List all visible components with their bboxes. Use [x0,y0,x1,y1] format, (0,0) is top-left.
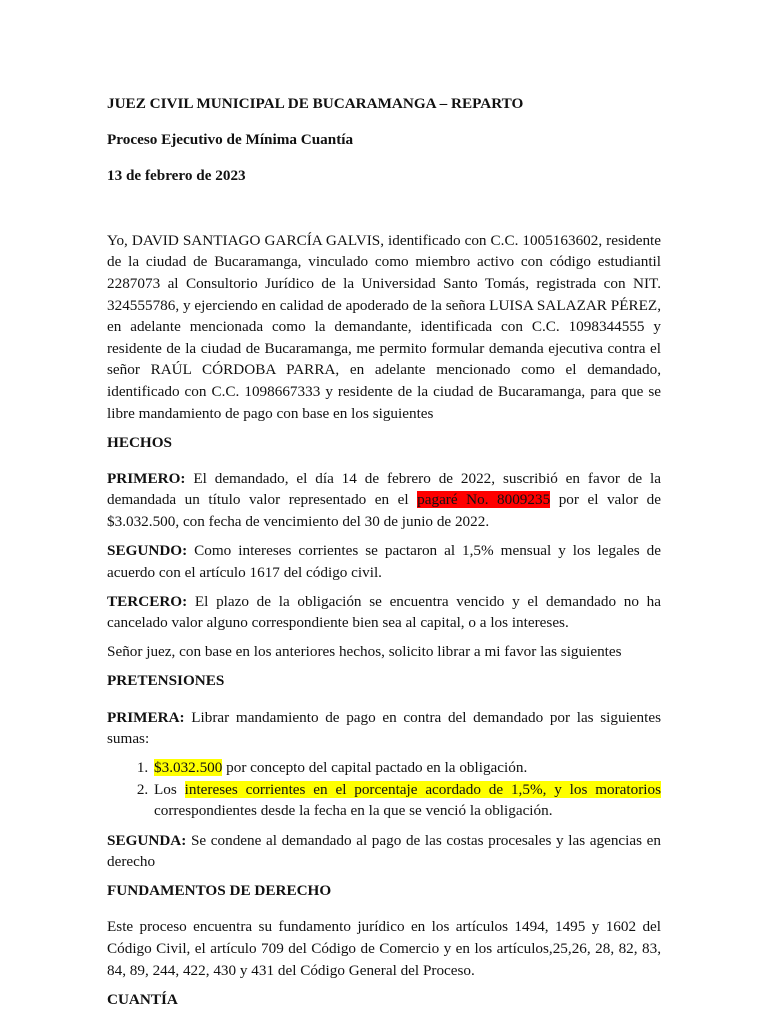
hecho-segundo [107,540,661,583]
fundamentos-heading: FUNDAMENTOS DE DERECHO [107,882,332,900]
hecho-primero-text-1: El demandado, el día 14 de febrero de 2022, suscribió en favor de la demandada un título valor representado en el [107,469,661,509]
intro-paragraph: Yo, DAVID SANTIAGO GARCÍA GALVIS, identificado con C.C. 1005163602, residente de la ciudad de Bucaramanga, vinculado como miembro activo con código estudiantil 2287073 al Consultorio Jurídico de la Universidad Santo Tomás, registrada con NIT. 324555786, y ejerciendo en calidad de apoderado de la señora LUISA SALAZAR PÉREZ, en adelante mencionada como la demandante, identificada con C.C. 1098344555 y residente de la ciudad de Bucaramanga, me permito formular demanda ejecutiva contra el señor RAÚL CÓRDOBA PARRA, en adelante mencionado como el demandado, identificado con C.C. 1098667333 y residente de la ciudad de Bucaramanga, para que se libre mandamiento de pago con base en los siguientes [107,231,661,422]
pagare-highlight: pagaré No. 8009235 [417,491,551,509]
hecho-segundo-text: Como intereses corrientes se pactaron al 1,5% mensual y los legales de acuerdo con el artículo 1617 del código civil. [107,542,661,581]
pretension-primera [107,707,661,750]
hecho-segundo-label: SEGUNDO: [107,542,188,559]
list-item-text: Los [154,780,185,798]
pretensiones-heading: PRETENSIONES [107,672,225,690]
hechos-heading: HECHOS [107,433,172,451]
pretension-primera-label: PRIMERA: [107,708,185,726]
intereses-highlight: intereses corrientes en el porcentaje acordado de 1,5%, y los moratorios [184,780,662,798]
process-type: Proceso Ejecutivo de Mínima Cuantía [107,131,354,149]
capital-highlight: $3.032.500 [154,759,223,777]
pretension-primera-text: Librar mandamiento de pago en contra del demandado por las siguientes sumas: [107,708,661,748]
hecho-tercero-text: El plazo de la obligación se encuentra vencido y el demandado no ha cancelado valor alguno correspondiente bien sea al capital, o a los intereses. [107,592,661,632]
document-body [107,93,661,1025]
pretension-list [107,757,661,822]
pretension-segunda [107,830,661,873]
hecho-primero [107,468,661,533]
hecho-primero-label: PRIMERO: [107,469,186,487]
pretension-segunda-label: SEGUNDA: [107,831,187,849]
fundamentos-paragraph: Este proceso encuentra su fundamento jurídico en los artículos 1494, 1495 y 1602 del Código Civil, el artículo 709 del Código de Comercio y en los artículos,25,26, 28, 82, 83, 84, 89, 244, 422, 430 y 431 del Código General del Proceso. [107,918,661,979]
hecho-primero-text-2: por el valor de $3.032.500, con fecha de vencimiento del 30 de junio de 2022. [107,491,661,530]
list-item [152,779,661,822]
pretension-segunda-text: Se condene al demandado al pago de las costas procesales y las agencias en derecho [107,831,661,871]
list-item-text: por concepto del capital pactado en la obligación. [222,759,528,777]
hecho-tercero [107,591,661,634]
list-item [152,757,661,779]
document-date: 13 de febrero de 2023 [107,167,246,185]
list-item-text: correspondientes desde la fecha en la que se venció la obligación. [154,802,553,820]
cuantia-heading: CUANTÍA [107,990,178,1008]
hechos-closing: Señor juez, con base en los anteriores hechos, solicito librar a mi favor las siguientes [107,643,622,661]
hecho-tercero-label: TERCERO: [107,592,188,610]
court-heading: JUEZ CIVIL MUNICIPAL DE BUCARAMANGA – REPARTO [107,95,524,112]
